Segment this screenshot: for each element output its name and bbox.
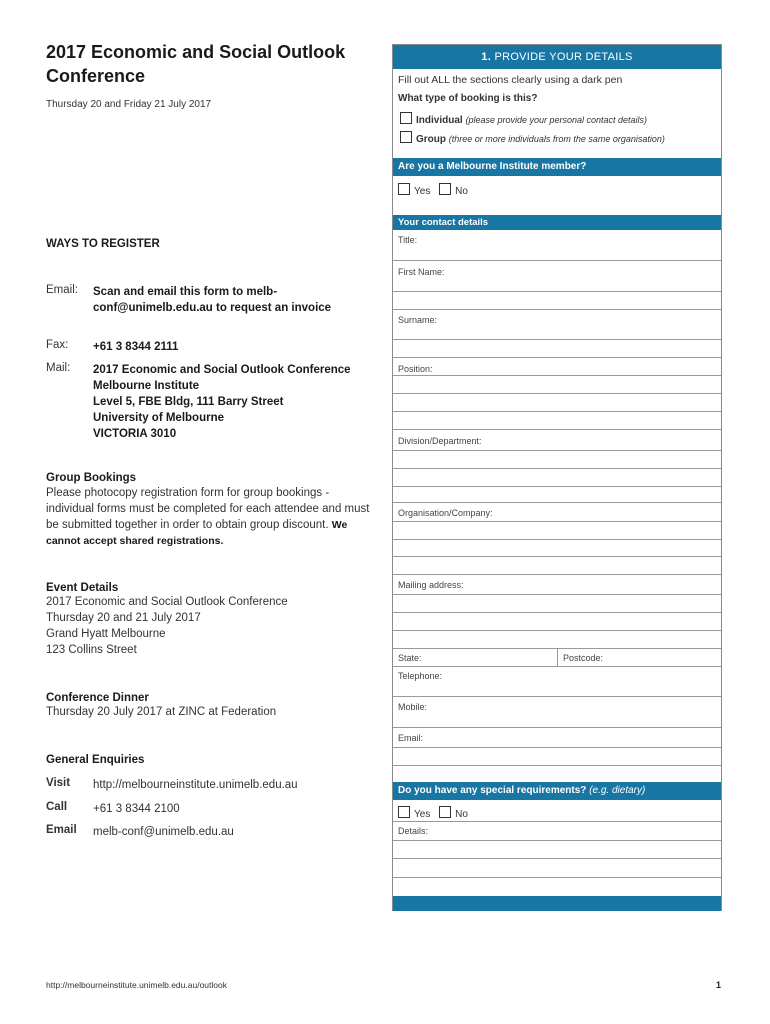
state-line[interactable]	[393, 666, 721, 667]
group-label: Group	[416, 134, 446, 145]
group-option[interactable]	[400, 131, 665, 145]
fax-number: +61 3 8344 2111	[93, 341, 179, 353]
form-instruction: Fill out ALL the sections clearly using a dark pen	[398, 74, 623, 86]
call-label: Call	[46, 801, 68, 813]
division-line[interactable]	[393, 486, 721, 487]
member-yes-checkbox[interactable]	[398, 183, 410, 195]
email-enquiry-label: Email	[46, 824, 77, 836]
email-label: Email:	[46, 284, 78, 296]
mailing-label: Mailing address:	[398, 580, 464, 590]
group-checkbox[interactable]	[400, 131, 412, 143]
email-field-label: Email:	[398, 733, 424, 743]
member-options[interactable]	[398, 183, 468, 197]
position-line[interactable]	[393, 375, 721, 376]
mail-line: Melbourne Institute	[93, 380, 200, 392]
title-label: Title:	[398, 235, 418, 245]
position-line[interactable]	[393, 411, 721, 412]
member-no-label: No	[455, 186, 468, 197]
mail-address	[93, 362, 373, 442]
event-details	[46, 582, 376, 658]
group-heading: Group Bookings	[46, 472, 137, 484]
group-bookings	[46, 472, 376, 549]
individual-note: (please provide your personal contact details)	[465, 115, 648, 125]
event-line: 123 Collins Street	[46, 644, 137, 656]
state-label: State:	[398, 653, 422, 663]
member-question: Are you a Melbourne Institute member?	[393, 158, 721, 176]
organisation-label: Organisation/Company:	[398, 508, 493, 518]
telephone-label: Telephone:	[398, 671, 443, 681]
dinner-text: Thursday 20 July 2017 at ZINC at Federation	[46, 706, 277, 718]
organisation-line[interactable]	[393, 574, 721, 575]
registration-form	[392, 44, 722, 911]
mail-line: 2017 Economic and Social Outlook Conference	[93, 364, 351, 376]
special-options[interactable]	[398, 806, 468, 820]
individual-checkbox[interactable]	[400, 112, 412, 124]
title-field-line[interactable]	[393, 260, 721, 261]
booking-question: What type of booking is this?	[398, 93, 538, 104]
organisation-line[interactable]	[393, 521, 721, 522]
division-line[interactable]	[393, 450, 721, 451]
event-line: 2017 Economic and Social Outlook Conference	[46, 596, 288, 608]
position-line[interactable]	[393, 429, 721, 430]
details-line[interactable]	[393, 877, 721, 878]
member-yes-label: Yes	[414, 186, 431, 197]
first-name-label: First Name:	[398, 267, 445, 277]
special-question-text: Do you have any special requirements?	[398, 785, 587, 796]
position-label: Position:	[398, 364, 433, 374]
details-line[interactable]	[393, 858, 721, 859]
ways-heading: WAYS TO REGISTER	[46, 238, 160, 250]
mailing-line[interactable]	[393, 594, 721, 595]
telephone-line[interactable]	[393, 696, 721, 697]
section-title: PROVIDE YOUR DETAILS	[494, 51, 633, 63]
mail-line: VICTORIA 3010	[93, 428, 177, 440]
section-number: 1.	[481, 51, 492, 63]
section-header	[393, 45, 721, 69]
special-yes-label: Yes	[414, 809, 431, 820]
organisation-line[interactable]	[393, 539, 721, 540]
page-title: 2017 Economic and Social Outlook Conference	[46, 42, 346, 86]
surname-label: Surname:	[398, 315, 438, 325]
footer-url[interactable]: http://melbourneinstitute.unimelb.edu.au/outlook	[46, 980, 227, 990]
enquiries-heading: General Enquiries	[46, 754, 145, 766]
conference-dates: Thursday 20 and Friday 21 July 2017	[46, 99, 212, 110]
group-note: (three or more individuals from the same organisation)	[448, 134, 665, 144]
surname-line[interactable]	[393, 357, 721, 358]
first-name-line[interactable]	[393, 291, 721, 292]
special-question	[393, 782, 721, 800]
dinner-heading: Conference Dinner	[46, 692, 149, 704]
division-line[interactable]	[393, 468, 721, 469]
conference-dinner	[46, 692, 376, 720]
event-line: Thursday 20 and 21 July 2017	[46, 612, 201, 624]
group-bold-text: We cannot accept shared registrations.	[46, 519, 348, 547]
fax-label: Fax:	[46, 339, 69, 351]
visit-label: Visit	[46, 777, 71, 789]
details-line[interactable]	[393, 840, 721, 841]
form-footer-bar	[393, 896, 721, 911]
email-enquiry-link[interactable]: melb-conf@unimelb.edu.au	[93, 826, 234, 838]
details-label: Details:	[398, 826, 429, 836]
organisation-line[interactable]	[393, 556, 721, 557]
special-no-checkbox[interactable]	[439, 806, 451, 818]
first-name-line[interactable]	[393, 309, 721, 310]
email-line[interactable]	[393, 747, 721, 748]
special-no-label: No	[455, 809, 468, 820]
contact-heading: Your contact details	[393, 215, 721, 230]
division-line[interactable]	[393, 502, 721, 503]
position-line[interactable]	[393, 393, 721, 394]
email-line[interactable]	[393, 765, 721, 766]
individual-option[interactable]	[400, 112, 647, 126]
visit-link[interactable]: http://melbourneinstitute.unimelb.edu.au	[93, 779, 298, 791]
special-yes-checkbox[interactable]	[398, 806, 410, 818]
special-divider	[393, 821, 721, 822]
special-note: (e.g. dietary)	[589, 785, 646, 796]
event-heading: Event Details	[46, 582, 119, 594]
call-number: +61 3 8344 2100	[93, 803, 180, 815]
mail-label: Mail:	[46, 362, 71, 374]
mail-line: University of Melbourne	[93, 412, 224, 424]
group-text: Please photocopy registration form for group bookings - individual forms must be completed for each attendee and must be submitted together in order to obtain group discount.	[46, 487, 370, 531]
mailing-line[interactable]	[393, 630, 721, 631]
mail-line: Level 5, FBE Bldg, 111 Barry Street	[93, 396, 284, 408]
postcode-label: Postcode:	[563, 653, 604, 663]
mobile-label: Mobile:	[398, 702, 428, 712]
member-no-checkbox[interactable]	[439, 183, 451, 195]
page-number: 1	[716, 980, 722, 990]
mobile-line[interactable]	[393, 727, 721, 728]
email-instructions: Scan and email this form to melb-conf@unimelb.edu.au to request an invoice	[93, 286, 332, 314]
individual-label: Individual	[416, 115, 463, 126]
surname-line[interactable]	[393, 339, 721, 340]
state-postcode-divider	[557, 648, 558, 666]
mailing-line[interactable]	[393, 612, 721, 613]
event-line: Grand Hyatt Melbourne	[46, 628, 166, 640]
division-label: Division/Department:	[398, 436, 482, 446]
